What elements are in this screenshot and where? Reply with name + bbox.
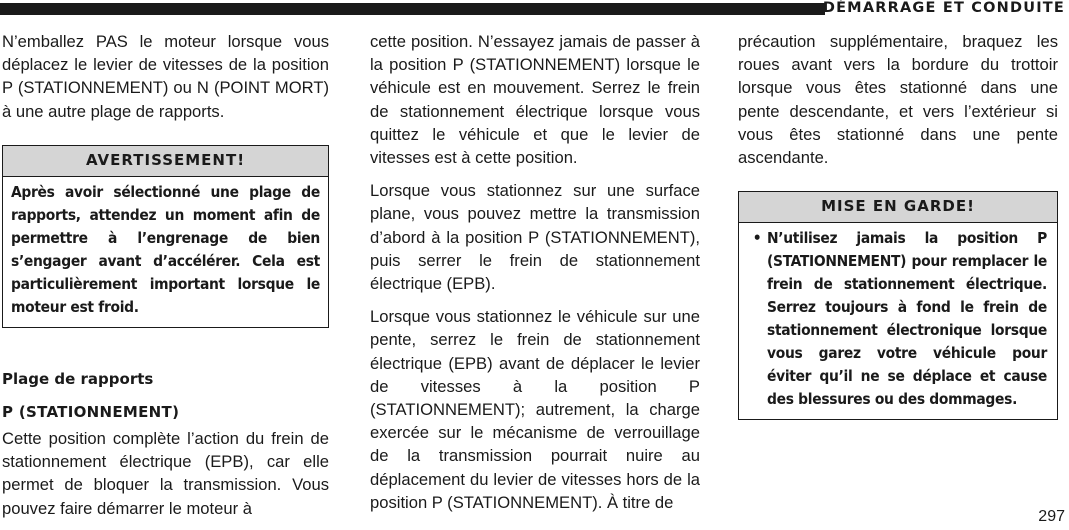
header-rule: [0, 3, 825, 15]
page-number: 297: [1038, 508, 1065, 525]
caution-title: MISE EN GARDE!: [739, 192, 1057, 223]
paragraph-2: Lorsque vous stationnez sur une surface plane, vous pouvez mettre la transmission d’abord à la position P (STATIONNEMENT), puis serrer le frein de stationnement électrique (EPB).: [370, 181, 700, 294]
paragraph-3: Lorsque vous stationnez le véhicule sur une pente, serrez le frein de stationnement électrique (EPB) avant de déplacer le levier de vitesses à la position P (STATIONNEMENT); autrement, la charge exercée sur le mécanisme de verrouillage de la transmission pourrait nuire au déplacement du levier de vitesses hors de la position P (STATIONNEMENT). À titre de: [370, 307, 700, 512]
intro-paragraph: N’emballez PAS le moteur lorsque vous déplacez le levier de vitesses de la position P (STATIONNEMENT) ou N (POINT MORT) à une autre plage de rapports.: [2, 32, 329, 121]
park-paragraph: Cette position complète l’action du frein de stationnement électrique (EPB), car elle permet de bloquer la transmission. Vous pouvez faire démarrer le moteur à: [2, 429, 329, 518]
subheading-park: P (STATIONNEMENT): [2, 403, 180, 422]
bullet-icon: •: [752, 229, 762, 248]
column-3: [738, 30, 1058, 420]
caution-text: N’utilisez jamais la position P (STATIONNEMENT) pour remplacer le frein de stationnement électrique. Serrez toujours à fond le frein de stationnement électronique lorsque vous garez votre véhicule pour éviter qu’il ne se déplace et cause des blessures ou des dommages.: [767, 229, 1047, 409]
caution-body: [739, 223, 1057, 419]
caution-item: [747, 227, 1049, 411]
column-2: [370, 30, 700, 524]
warning-title: AVERTISSEMENT!: [3, 146, 328, 177]
paragraph-1: cette position. N’essayez jamais de passer à la position P (STATIONNEMENT) lorsque le véhicule est en mouvement. Serrez le frein de stationnement électrique lorsque vous quittez le véhicule et que le levier de vitesses est à cette position.: [370, 32, 700, 168]
running-header: DÉMARRAGE ET CONDUITE: [822, 0, 1065, 16]
column-1: [2, 30, 329, 530]
caution-box: [738, 191, 1058, 420]
warning-text: Après avoir sélectionné une plage de rapports, attendez un moment afin de permettre à l’engrenage de bien s’engager avant d’accélérer. Cela est particulièrement important lorsque le moteur est froid.: [11, 183, 320, 317]
paragraph-precaution: précaution supplémentaire, braquez les roues avant vers la bordure du trottoir lorsque vous êtes stationné dans une pente descendante, et vers l’extérieur si vous êtes stationné dans une pente ascendante.: [738, 32, 1058, 168]
warning-box: [2, 145, 329, 328]
section-heading: Plage de rapports: [2, 370, 154, 389]
